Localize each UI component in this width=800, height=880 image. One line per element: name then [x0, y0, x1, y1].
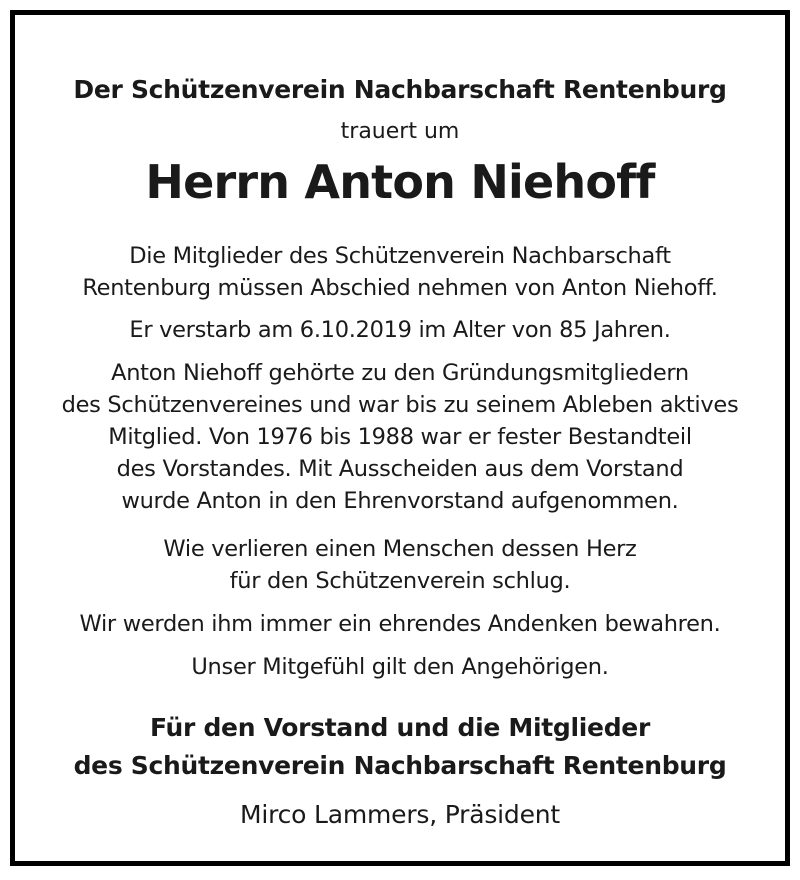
paragraph-2-line-1: Er verstarb am 6.10.2019 im Alter von 85 Jahren. [129, 317, 671, 343]
mourns-text: trauert um [340, 119, 460, 144]
paragraph-1-line-1: Die Mitglieder des Schützenverein Nachbarschaft [129, 243, 671, 269]
signer-name: Mirco Lammers, Präsident [239, 800, 561, 829]
paragraph-1-line-2: Rentenburg müssen Abschied nehmen von Anton Niehoff. [82, 275, 718, 301]
obituary-frame [10, 10, 790, 866]
obituary-content [15, 15, 785, 861]
deceased-name: Herrn Anton Niehoff [145, 155, 655, 209]
signature-line-2: des Schützenverein Nachbarschaft Rentenburg [73, 751, 727, 780]
paragraph-4-line-2: für den Schützenverein schlug. [229, 568, 571, 594]
paragraph-3-line-5: wurde Anton in den Ehrenvorstand aufgenommen. [121, 488, 679, 514]
paragraph-3-line-4: des Vorstandes. Mit Ausscheiden aus dem Vorstand [116, 456, 684, 482]
paragraph-3-line-1: Anton Niehoff gehörte zu den Gründungsmitgliedern [111, 360, 689, 386]
paragraph-3-line-3: Mitglied. Von 1976 bis 1988 war er fester Bestandteil [108, 424, 692, 450]
signature-line-1: Für den Vorstand und die Mitglieder [150, 713, 650, 742]
paragraph-6-line-1: Unser Mitgefühl gilt den Angehörigen. [191, 654, 609, 680]
paragraph-4-line-1: Wie verlieren einen Menschen dessen Herz [163, 536, 637, 562]
organization-heading: Der Schützenverein Nachbarschaft Rentenburg [73, 75, 727, 104]
paragraph-3-line-2: des Schützenvereines und war bis zu seinem Ableben aktives [61, 392, 739, 418]
paragraph-5-line-1: Wir werden ihm immer ein ehrendes Andenken bewahren. [79, 611, 721, 637]
